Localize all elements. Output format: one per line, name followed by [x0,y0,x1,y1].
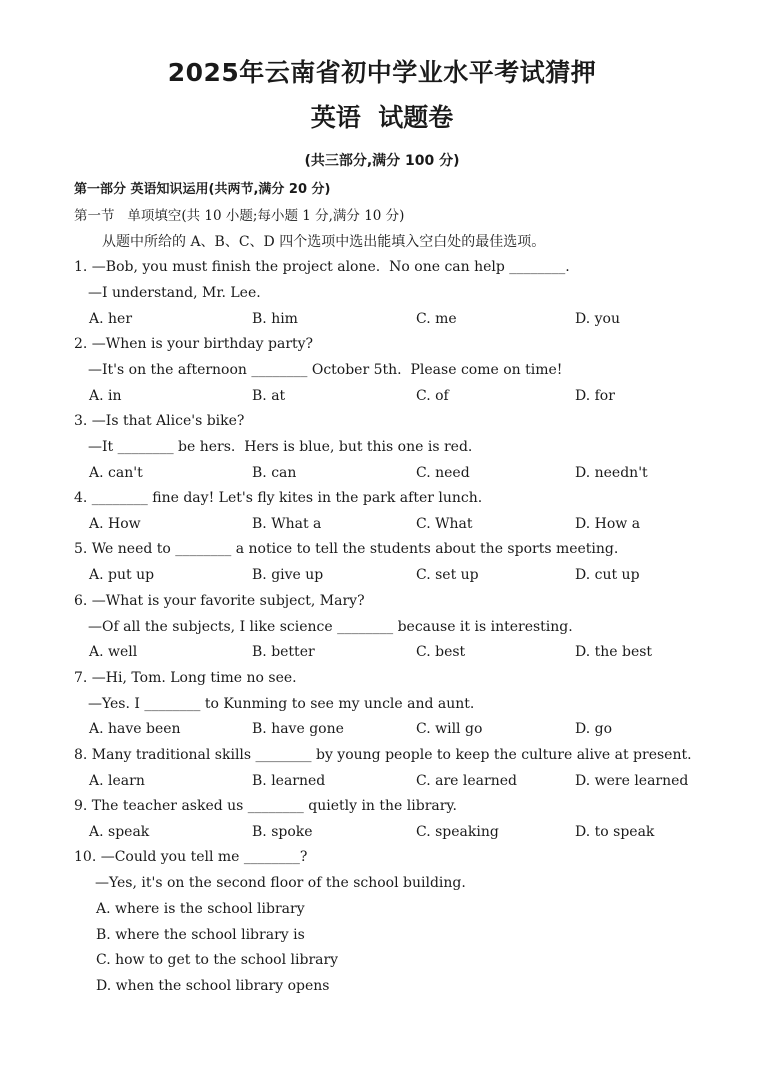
question-2-stem: 2. —When is your birthday party? [74,336,314,352]
question-1-stem: 1. —Bob, you must finish the project alone. No one can help ________. [74,259,570,275]
question-3-stem: 3. —Is that Alice's bike? [74,413,245,429]
question-1-option-a[interactable]: A. her [89,311,133,327]
question-8-option-d[interactable]: D. were learned [575,773,689,789]
question-10-reply: —Yes, it's on the second floor of the school building. [95,875,466,891]
question-5-option-b[interactable]: B. give up [252,567,324,583]
question-6-option-b[interactable]: B. better [252,644,315,660]
question-3-reply: —It ________ be hers. Hers is blue, but this one is red. [88,439,473,455]
question-10-option-d[interactable]: D. when the school library opens [96,978,330,994]
question-2-option-d[interactable]: D. for [575,388,615,404]
question-4-option-a[interactable]: A. How [89,516,141,532]
question-3-option-d[interactable]: D. needn't [575,465,648,481]
question-4-option-b[interactable]: B. What a [252,516,322,532]
question-3-option-a[interactable]: A. can't [89,465,143,481]
question-10-option-c[interactable]: C. how to get to the school library [96,952,339,968]
question-5-stem: 5. We need to ________ a notice to tell the students about the sports meeting. [74,541,619,557]
question-6-option-c[interactable]: C. best [416,644,466,660]
question-2-option-b[interactable]: B. at [252,388,286,404]
question-7-option-d[interactable]: D. go [575,721,613,737]
question-8-option-c[interactable]: C. are learned [416,773,517,789]
question-8-option-b[interactable]: B. learned [252,773,326,789]
question-7-stem: 7. —Hi, Tom. Long time no see. [74,670,297,686]
question-2-option-a[interactable]: A. in [89,388,122,404]
score-note: (共三部分,满分 100 分) [304,153,460,169]
question-7-reply: —Yes. I ________ to Kunming to see my uncle and aunt. [88,696,475,712]
question-4-option-d[interactable]: D. How a [575,516,641,532]
question-9-option-a[interactable]: A. speak [89,824,150,840]
question-6-reply: —Of all the subjects, I like science ________ because it is interesting. [88,619,573,635]
question-5-option-a[interactable]: A. put up [89,567,155,583]
question-10-stem: 10. —Could you tell me ________? [74,849,308,865]
exam-subtitle: 英语 试题卷 [310,103,454,132]
section1-instruction: 从题中所给的 A、B、C、D 四个选项中选出能填入空白处的最佳选项。 [102,234,546,250]
exam-title: 2025年云南省初中学业水平考试猜押 [167,58,597,87]
section1-heading: 第一节 单项填空(共 10 小题;每小题 1 分,满分 10 分) [74,208,405,224]
question-5-option-d[interactable]: D. cut up [575,567,640,583]
question-3-option-c[interactable]: C. need [416,465,470,481]
question-7-option-a[interactable]: A. have been [89,721,181,737]
question-4-stem: 4. ________ fine day! Let's fly kites in the park after lunch. [74,490,483,506]
question-9-option-b[interactable]: B. spoke [252,824,313,840]
question-9-option-d[interactable]: D. to speak [575,824,655,840]
part1-heading: 第一部分 英语知识运用(共两节,满分 20 分) [74,182,331,197]
question-2-reply: —It's on the afternoon ________ October 5th. Please come on time! [88,362,563,378]
question-7-option-c[interactable]: C. will go [416,721,483,737]
question-1-option-b[interactable]: B. him [252,311,298,327]
question-1-option-d[interactable]: D. you [575,311,620,327]
question-5-option-c[interactable]: C. set up [416,567,479,583]
question-4-option-c[interactable]: C. What [416,516,473,532]
question-9-option-c[interactable]: C. speaking [416,824,499,840]
question-10-option-b[interactable]: B. where the school library is [96,927,305,943]
question-6-option-d[interactable]: D. the best [575,644,653,660]
question-7-option-b[interactable]: B. have gone [252,721,344,737]
question-6-stem: 6. —What is your favorite subject, Mary? [74,593,365,609]
question-9-stem: 9. The teacher asked us ________ quietly in the library. [74,798,457,814]
question-1-option-c[interactable]: C. me [416,311,457,327]
question-8-option-a[interactable]: A. learn [89,773,145,789]
question-8-stem: 8. Many traditional skills ________ by young people to keep the culture alive at present. [74,747,692,763]
question-2-option-c[interactable]: C. of [416,388,449,404]
question-1-reply: —I understand, Mr. Lee. [88,285,261,301]
question-10-option-a[interactable]: A. where is the school library [96,901,305,917]
question-3-option-b[interactable]: B. can [252,465,297,481]
question-6-option-a[interactable]: A. well [89,644,138,660]
